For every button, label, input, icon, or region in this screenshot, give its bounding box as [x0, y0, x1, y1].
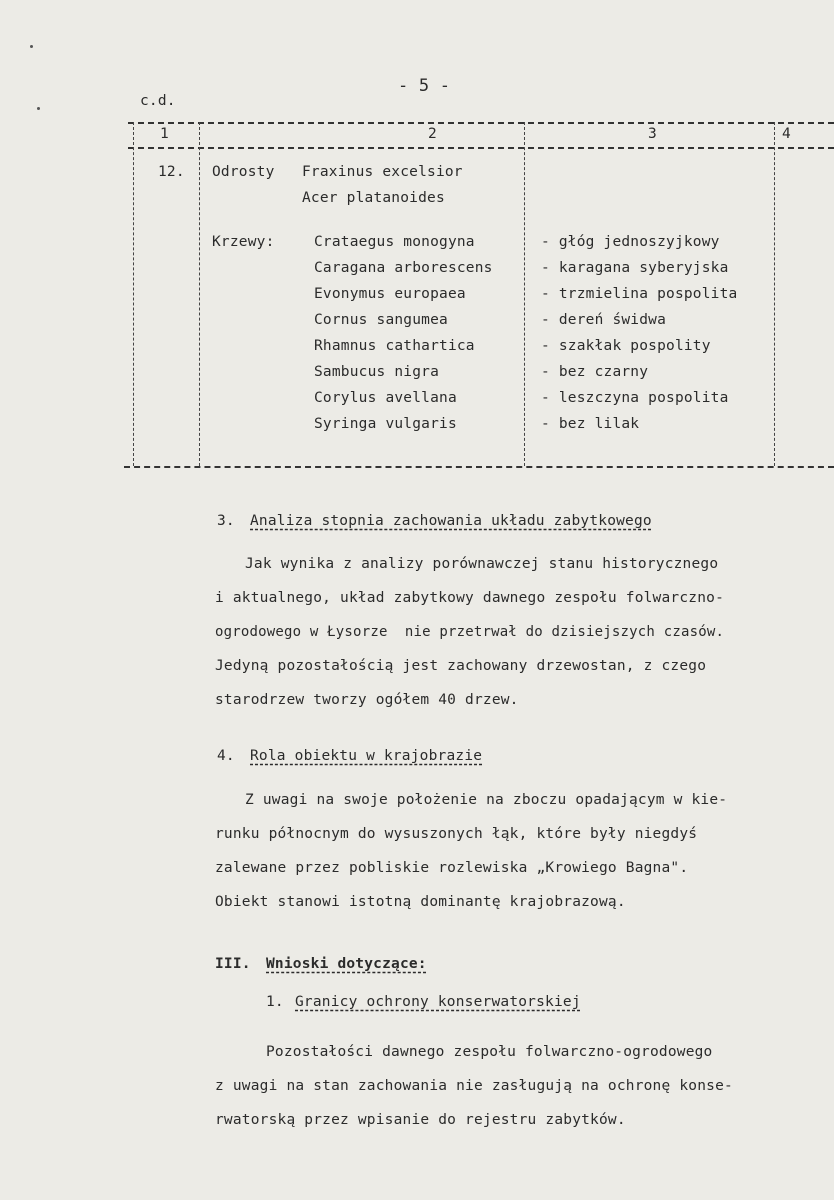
table-top-border	[128, 122, 834, 124]
latin-name: Rhamnus cathartica	[314, 338, 475, 354]
paragraph-line: rwatorską przez wpisanie do rejestru zabytków.	[215, 1112, 626, 1128]
table-col-line	[774, 122, 775, 466]
odrosty-item: Fraxinus excelsior	[302, 164, 463, 180]
paragraph-line: z uwagi na stan zachowania nie zasługują na ochronę konse-	[215, 1078, 733, 1094]
table-header-col-1: 1	[160, 126, 169, 142]
subsection-title: Granicy ochrony konserwatorskiej	[295, 994, 581, 1010]
paragraph-line: Jedyną pozostałością jest zachowany drzewostan, z czego	[215, 658, 707, 674]
polish-name: - karagana syberyjska	[541, 260, 729, 276]
polish-name: - bez czarny	[541, 364, 649, 380]
latin-name: Crataegus monogyna	[314, 234, 475, 250]
paragraph-line: Pozostałości dawnego zespołu folwarczno-ogrodowego	[266, 1044, 713, 1060]
table-col-line	[133, 122, 134, 466]
section-3-title: Analiza stopnia zachowania układu zabytkowego	[250, 513, 652, 529]
table-header-col-4: 4	[782, 126, 791, 142]
polish-name: - trzmielina pospolita	[541, 286, 738, 302]
latin-name: Evonymus europaea	[314, 286, 466, 302]
table-header-col-2: 2	[428, 126, 437, 142]
speck	[37, 107, 40, 110]
paragraph-line: Jak wynika z analizy porównawczej stanu historycznego	[245, 556, 719, 572]
odrosty-label: Odrosty	[212, 164, 275, 180]
row-number: 12.	[158, 164, 185, 180]
krzewy-label: Krzewy:	[212, 234, 275, 250]
odrosty-item: Acer platanoides	[302, 190, 445, 206]
latin-name: Cornus sangumea	[314, 312, 448, 328]
subsection-number: 1.	[266, 994, 284, 1010]
latin-name: Caragana arborescens	[314, 260, 493, 276]
table-header-border	[128, 147, 834, 149]
latin-name: Syringa vulgaris	[314, 416, 457, 432]
polish-name: - głóg jednoszyjkowy	[541, 234, 720, 250]
section-4-title: Rola obiektu w krajobrazie	[250, 748, 483, 764]
table-col-line	[524, 122, 525, 466]
section-iii-number: III.	[215, 956, 251, 972]
paragraph-line: ogrodowego w Łysorze nie przetrwał do dzisiejszych czasów.	[215, 624, 725, 640]
table-header-col-3: 3	[648, 126, 657, 142]
page-number: - 5 -	[398, 76, 451, 96]
paragraph-line: starodrzew tworzy ogółem 40 drzew.	[215, 692, 519, 708]
paragraph-line: Z uwagi na swoje położenie na zboczu opadającym w kie-	[245, 792, 728, 808]
paragraph-line: Obiekt stanowi istotną dominantę krajobrazową.	[215, 894, 626, 910]
latin-name: Corylus avellana	[314, 390, 457, 406]
paragraph-line: zalewane przez pobliskie rozlewiska „Krowiego Bagna".	[215, 860, 689, 876]
table-bottom-border	[124, 466, 834, 468]
paragraph-line: i aktualnego, układ zabytkowy dawnego zespołu folwarczno-	[215, 590, 724, 606]
polish-name: - bez lilak	[541, 416, 640, 432]
speck	[30, 45, 33, 48]
continuation-mark: c.d.	[140, 93, 176, 109]
paragraph-line: runku północnym do wysuszonych łąk, które były niegdyś	[215, 826, 698, 842]
table-col-line	[199, 122, 200, 466]
polish-name: - leszczyna pospolita	[541, 390, 729, 406]
section-iii-title: Wnioski dotyczące:	[266, 956, 427, 972]
latin-name: Sambucus nigra	[314, 364, 440, 380]
section-3-number: 3.	[217, 513, 235, 529]
section-4-number: 4.	[217, 748, 235, 764]
polish-name: - szakłak pospolity	[541, 338, 711, 354]
polish-name: - dereń świdwa	[541, 312, 667, 328]
